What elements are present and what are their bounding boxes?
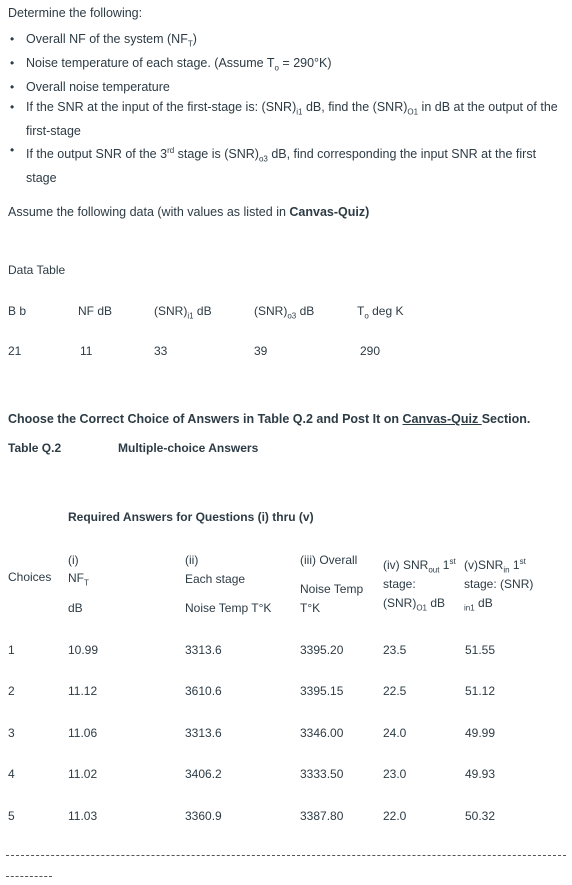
answer-snr-in: 51.55 xyxy=(465,643,496,657)
dashed-divider xyxy=(6,855,566,856)
question-item: • Overall noise temperature xyxy=(8,78,568,98)
col2-header-line1: (ii) xyxy=(185,553,199,567)
data-value-snr-o3: 39 xyxy=(254,344,268,358)
choice-number: 3 xyxy=(8,726,15,740)
assume-bold: Canvas-Quiz) xyxy=(289,205,370,219)
answer-snr-out: 24.0 xyxy=(383,726,407,740)
data-header-nf: NF dB xyxy=(78,304,113,318)
answer-each-stage: 3610.6 xyxy=(185,684,222,698)
choice-number: 5 xyxy=(8,809,15,823)
answer-snr-out: 23.0 xyxy=(383,767,407,781)
answer-nf: 11.02 xyxy=(68,767,98,781)
answer-nf: 11.03 xyxy=(68,809,98,823)
data-value-bb: 21 xyxy=(8,344,22,358)
data-header-bb: B b xyxy=(8,304,27,318)
col2-header-line2: Each stage xyxy=(185,572,246,586)
data-value-snr-i1: 33 xyxy=(154,344,168,358)
col1-header-line3: dB xyxy=(68,601,83,615)
answer-snr-in: 50.32 xyxy=(465,809,496,823)
choose-prefix: Choose the Correct Choice of Answers in Table Q.2 and Post It on xyxy=(8,412,403,426)
answer-snr-in: 49.99 xyxy=(465,726,496,740)
col3-header-line2: Noise Temp xyxy=(300,582,364,596)
col1-header-line2: $NF_T$ xyxy=(68,571,89,588)
data-header-snr-o3: $(SNR)_{o3}$ dB xyxy=(254,304,315,321)
answer-snr-out: 22.0 xyxy=(383,809,407,823)
data-value-nf: 11 xyxy=(80,344,93,358)
answer-each-stage: 3313.6 xyxy=(185,726,222,740)
choose-suffix: Section. xyxy=(481,412,531,426)
col3-header-line1: (iii) Overall xyxy=(300,553,358,567)
answer-snr-in: 49.93 xyxy=(465,767,496,781)
answer-overall: 3387.80 xyxy=(300,809,344,823)
data-header-snr-i1: $(SNR)_{i1}$ dB xyxy=(154,304,212,321)
answer-snr-in: 51.12 xyxy=(465,684,496,698)
col2-header-line3: Noise Temp T°K xyxy=(185,601,272,615)
choice-number: 2 xyxy=(8,684,15,698)
col4-header-line2: stage: xyxy=(383,577,416,591)
data-value-to: 290 xyxy=(360,344,381,358)
intro-text: Determine the following: xyxy=(8,6,143,20)
choice-number: 4 xyxy=(8,767,15,781)
choose-text xyxy=(8,412,530,426)
answer-snr-out: 23.5 xyxy=(383,643,407,657)
choices-header: Choices xyxy=(8,570,52,584)
question-item: • If the output SNR of the 3rd stage is $(SNR)_{o3}$ dB, find corresponding the input SNR at the first stage xyxy=(8,141,568,189)
answer-overall: 3395.15 xyxy=(300,684,344,698)
question-item: • Noise temperature of each stage. (Assume $T_o = 290^\circ K$) xyxy=(8,54,568,78)
question-list xyxy=(8,30,568,189)
col3-header-line3: T°K xyxy=(300,601,321,615)
answer-overall: 3395.20 xyxy=(300,643,344,657)
col5-header-line1: $(v)SNR_{in}$ 1st xyxy=(464,557,526,575)
assume-text xyxy=(8,205,369,219)
dashed-divider-short xyxy=(6,876,52,877)
answer-nf: 11.06 xyxy=(68,726,98,740)
col5-header-line2: stage: (SNR) xyxy=(464,577,534,591)
col4-header-line1: (iv) $SNR_{out}$ 1st xyxy=(383,557,456,575)
question-item: • Overall NF of the system $(NF_T)$ xyxy=(8,30,568,54)
required-answers-title: Required Answers for Questions (i) thru (v) xyxy=(68,510,314,524)
col5-header-line3: $_{in1}$ dB xyxy=(464,596,493,613)
answer-nf: 11.12 xyxy=(68,684,98,698)
data-table-title: Data Table xyxy=(8,263,66,277)
assume-prefix: Assume the following data (with values as listed in xyxy=(8,205,290,219)
question-item: • If the SNR at the input of the first-stage is: $(SNR)_{i1}$ dB, find the $(SNR)_{O1}$ in dB at the output of the first-stage xyxy=(8,98,568,142)
answer-each-stage: 3313.6 xyxy=(185,643,222,657)
col1-header-line1: (i) xyxy=(68,553,79,567)
col4-header-line3: $(SNR)_{O1}$ dB xyxy=(383,596,446,613)
answer-each-stage: 3360.9 xyxy=(185,809,222,823)
answer-overall: 3346.00 xyxy=(300,726,344,740)
answer-snr-out: 22.5 xyxy=(383,684,407,698)
table-q2-label: Table Q.2 xyxy=(8,441,62,455)
answer-overall: 3333.50 xyxy=(300,767,344,781)
table-q2-caption: Multiple-choice Answers xyxy=(118,441,259,455)
choice-number: 1 xyxy=(8,643,15,657)
data-header-to: $T_o$ deg K xyxy=(357,304,404,321)
answer-nf: 10.99 xyxy=(68,643,99,657)
answer-each-stage: 3406.2 xyxy=(185,767,222,781)
canvas-quiz-link[interactable]: Canvas-Quiz xyxy=(402,412,482,426)
